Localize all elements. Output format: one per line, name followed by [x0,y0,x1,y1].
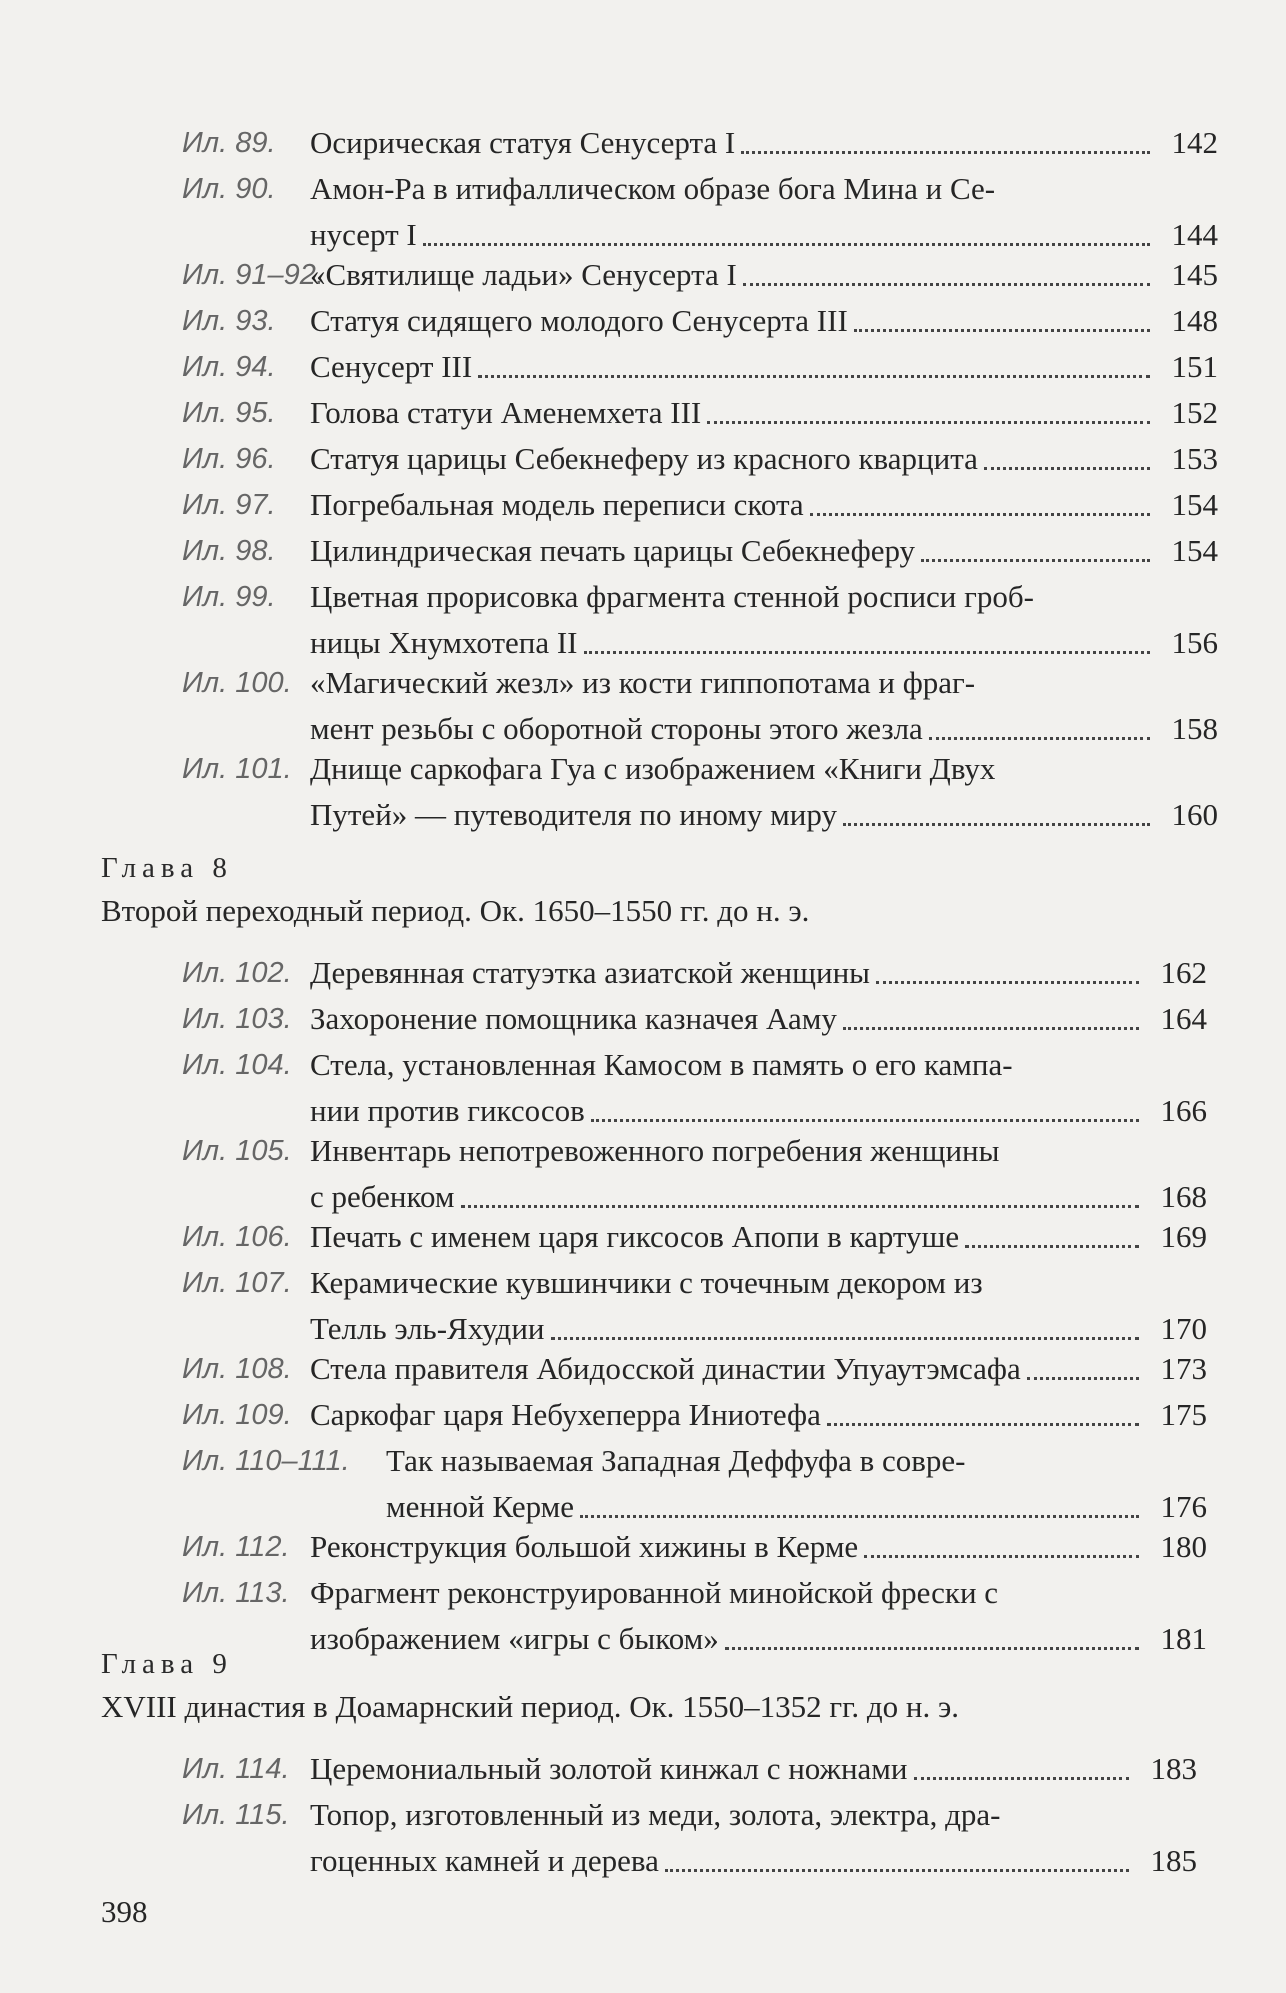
toc-entry [182,1128,1207,1220]
dot-leader [843,1027,1139,1030]
caption-line: Инвентарь непотревоженного погребения женщины [310,1133,1000,1168]
page-ref: 173 [1160,1351,1207,1386]
caption-last-line [310,252,1218,298]
dot-leader [1027,1377,1139,1380]
illustration-label: Ил. 89. [182,127,276,159]
page-ref: 183 [1150,1751,1197,1786]
illustration-label: Ил. 113. [182,1577,290,1609]
page-ref: 154 [1171,533,1218,568]
illustration-label: Ил. 110–111. [182,1445,350,1477]
illustration-label: Ил. 94. [182,351,276,383]
toc-entry [182,298,1218,344]
dot-leader [914,1777,1129,1780]
caption-line: Топор, изготовленный из меди, золота, электра, дра- [310,1797,1001,1832]
caption-text: ницы Хнумхотепа II [310,625,578,660]
toc-entry [182,344,1218,390]
illustration-caption [310,1260,1207,1352]
page-ref: 144 [1171,217,1218,252]
toc-entry [182,166,1218,258]
toc-entry [182,996,1207,1042]
caption-line: Фрагмент реконструированной минойской фрески с [310,1575,999,1610]
toc-entry [182,1438,1207,1530]
illustration-caption [310,390,1218,436]
illustration-label: Ил. 112. [182,1531,290,1563]
page-ref: 185 [1150,1843,1197,1878]
dot-leader [965,1245,1139,1248]
dot-leader [827,1423,1139,1426]
toc-entry [182,1214,1207,1260]
illustration-caption [310,1792,1197,1884]
illustration-label: Ил. 100. [182,667,292,699]
dot-leader [478,375,1150,378]
caption-text: Телль эль-Яхудии [310,1311,545,1346]
illustration-caption [310,1128,1207,1220]
caption-last-line [310,1838,1197,1884]
illustration-caption [310,252,1218,298]
illustration-caption [310,120,1218,166]
illustration-label: Ил. 102. [182,957,292,989]
toc-entry [182,1746,1197,1792]
caption-line: Цветная прорисовка фрагмента стенной росписи гроб- [310,579,1034,614]
dot-leader [665,1869,1129,1872]
page-ref: 168 [1160,1179,1207,1214]
illustration-caption [310,528,1218,574]
chapter-8-title: Второй переходный период. Ок. 1650–1550 гг. до н. э. [101,893,810,928]
page-ref: 156 [1171,625,1218,660]
illustration-caption [310,574,1218,666]
caption-last-line [310,298,1218,344]
dot-leader [984,467,1150,470]
illustration-label: Ил. 97. [182,489,276,521]
illustration-label: Ил. 103. [182,1003,292,1035]
page-ref: 180 [1160,1529,1207,1564]
caption-line: Стела, установленная Камосом в память о его кампа- [310,1047,1013,1082]
toc-entry [182,1524,1207,1570]
caption-last-line [310,996,1207,1042]
caption-last-line [310,1214,1207,1260]
illustration-label: Ил. 98. [182,535,276,567]
caption-line: Так называемая Западная Деффуфа в совре- [386,1443,966,1478]
page-ref: 153 [1171,441,1218,476]
toc-entry [182,252,1218,298]
caption-line: «Магический жезл» из кости гиппопотама и фраг- [310,665,976,700]
page-ref: 158 [1171,711,1218,746]
caption-text: Осирическая статуя Сенусерта I [310,125,736,160]
illustration-caption [310,1392,1207,1438]
toc-entry [182,120,1218,166]
toc-entry [182,660,1218,752]
caption-text: Церемониальный золотой кинжал с ножнами [310,1751,908,1786]
dot-leader [921,559,1150,562]
caption-last-line [310,1524,1207,1570]
illustration-caption [310,1524,1207,1570]
toc-entry [182,574,1218,666]
caption-text: Деревянная статуэтка азиатской женщины [310,955,871,990]
caption-last-line [310,1616,1207,1662]
page-ref: 151 [1171,349,1218,384]
dot-leader [843,823,1150,826]
illustration-label: Ил. 114. [182,1753,290,1785]
caption-text: Погребальная модель переписи скота [310,487,804,522]
toc-entry [182,1392,1207,1438]
illustration-caption [310,298,1218,344]
caption-text: Голова статуи Аменемхета III [310,395,702,430]
caption-line: Амон-Ра в итифаллическом образе бога Мина и Се- [310,171,996,206]
dot-leader [864,1555,1139,1558]
page-ref: 162 [1160,955,1207,990]
dot-leader [743,283,1150,286]
illustration-label: Ил. 104. [182,1049,292,1081]
illustration-label: Ил. 115. [182,1799,290,1831]
caption-last-line [310,482,1218,528]
illustration-label: Ил. 107. [182,1267,292,1299]
toc-entry [182,1346,1207,1392]
illustration-caption [310,996,1207,1042]
toc-entry [182,390,1218,436]
caption-text: гоценных камней и дерева [310,1843,659,1878]
caption-last-line [310,950,1207,996]
illustration-caption [310,1746,1197,1792]
dot-leader [591,1119,1139,1122]
illustration-caption [310,746,1218,838]
illustration-caption [310,166,1218,258]
page-ref: 142 [1171,125,1218,160]
toc-entry [182,746,1218,838]
toc-entry [182,1042,1207,1134]
page-ref: 166 [1160,1093,1207,1128]
illustration-label: Ил. 95. [182,397,276,429]
page-ref: 148 [1171,303,1218,338]
illustration-caption [310,950,1207,996]
illustration-label: Ил. 96. [182,443,276,475]
caption-text: Путей» — путеводителя по иному миру [310,797,837,832]
illustration-caption [310,1570,1207,1662]
caption-text: Захоронение помощника казначея Ааму [310,1001,837,1036]
caption-line: Днище саркофага Гуа с изображением «Книги Двух [310,751,996,786]
caption-text: Стела правителя Абидосской династии Упуаутэмсафа [310,1351,1021,1386]
caption-text: Статуя царицы Себекнеферу из красного кварцита [310,441,978,476]
toc-entry [182,1260,1207,1352]
dot-leader [551,1337,1139,1340]
caption-text: «Святилище ладьи» Сенусерта I [310,257,737,292]
caption-last-line [310,792,1218,838]
toc-entry [182,950,1207,996]
illustration-label: Ил. 106. [182,1221,292,1253]
dot-leader [741,151,1150,154]
chapter-9-label: Глава 9 [101,1648,233,1680]
caption-last-line [310,528,1218,574]
caption-last-line [310,344,1218,390]
illustration-label: Ил. 101. [182,753,292,785]
page-ref: 181 [1160,1621,1207,1656]
caption-text: менной Керме [386,1489,575,1524]
dot-leader [461,1205,1140,1208]
illustration-caption [310,660,1218,752]
page-ref: 169 [1160,1219,1207,1254]
caption-last-line [310,436,1218,482]
illustration-label: Ил. 90. [182,173,276,205]
toc-entry [182,482,1218,528]
caption-text: Статуя сидящего молодого Сенусерта III [310,303,848,338]
chapter-8-label: Глава 8 [101,852,233,884]
caption-text: Сенусерт III [310,349,473,384]
dot-leader [854,329,1150,332]
page-ref: 154 [1171,487,1218,522]
illustration-label: Ил. 109. [182,1399,292,1431]
caption-text: Печать с именем царя гиксосов Апопи в картуше [310,1219,960,1254]
caption-last-line [310,1346,1207,1392]
caption-text: Саркофаг царя Небухеперра Иниотефа [310,1397,821,1432]
dot-leader [929,737,1150,740]
illustration-label: Ил. 99. [182,581,276,613]
dot-leader [876,981,1139,984]
illustration-caption [310,1346,1207,1392]
caption-last-line [310,120,1218,166]
illustration-label: Ил. 108. [182,1353,292,1385]
toc-entry [182,436,1218,482]
dot-leader [584,651,1151,654]
caption-text: мент резьбы с оборотной стороны этого жезла [310,711,923,746]
caption-last-line [310,1746,1197,1792]
page-ref: 145 [1171,257,1218,292]
caption-text: нии против гиксосов [310,1093,585,1128]
illustration-caption [310,436,1218,482]
illustration-caption [310,482,1218,528]
page-ref: 152 [1171,395,1218,430]
illustration-caption [386,1438,1207,1530]
illustration-caption [310,344,1218,390]
caption-text: Реконструкция большой хижины в Керме [310,1529,859,1564]
dot-leader [707,421,1150,424]
page-ref: 160 [1171,797,1218,832]
illustration-caption [310,1042,1207,1134]
dot-leader [580,1515,1139,1518]
illustration-label: Ил. 93. [182,305,276,337]
toc-entry [182,528,1218,574]
dot-leader [423,243,1150,246]
caption-last-line [310,390,1218,436]
page-ref: 170 [1160,1311,1207,1346]
page-number: 398 [101,1894,148,1929]
caption-line: Керамические кувшинчики с точечным декором из [310,1265,983,1300]
illustration-label: Ил. 105. [182,1135,292,1167]
chapter-9-title: XVIII династия в Доамарнский период. Ок. 1550–1352 гг. до н. э. [101,1689,960,1724]
dot-leader [725,1647,1139,1650]
caption-text: Цилиндрическая печать царицы Себекнеферу [310,533,916,568]
caption-text: нусерт I [310,217,417,252]
caption-text: изображением «игры с быком» [310,1621,719,1656]
caption-last-line [310,1392,1207,1438]
page-ref: 164 [1160,1001,1207,1036]
caption-text: с ребенком [310,1179,455,1214]
page-ref: 175 [1160,1397,1207,1432]
illustration-caption [310,1214,1207,1260]
toc-entry [182,1570,1207,1662]
dot-leader [810,513,1150,516]
toc-entry [182,1792,1197,1884]
illustration-label: Ил. 91–92. [182,259,324,291]
page-ref: 176 [1160,1489,1207,1524]
